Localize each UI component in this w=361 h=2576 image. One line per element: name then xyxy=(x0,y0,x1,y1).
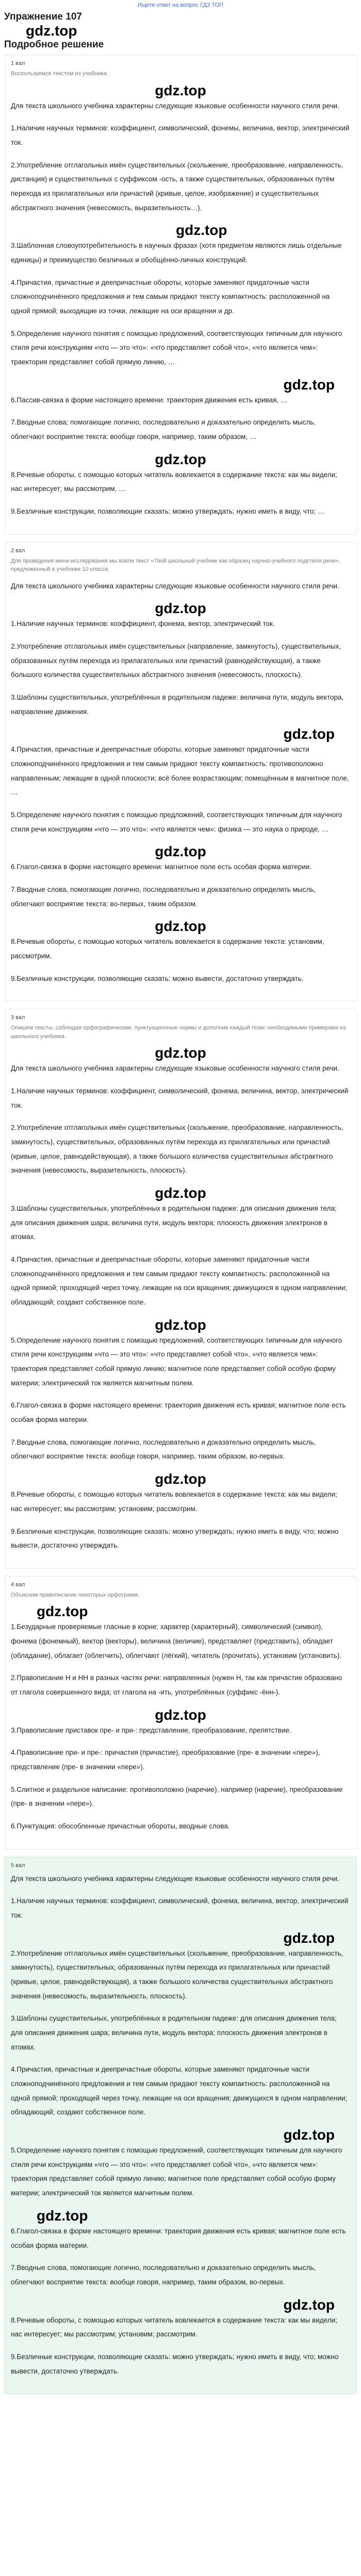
paragraph: 1.Наличие научных терминов: коэффициент, символический, фонема, величина, вектор, электрический ток. xyxy=(11,1897,349,1920)
paragraph: 3.Правописание приставок пре- и при-: представление, преобразование, препятствие. xyxy=(11,1726,291,1734)
watermark: gdz.top xyxy=(37,2207,88,2224)
paragraph: 7.Вводные слова; помогающие логично, последовательно и доказательно определить мысль, облегчают восприятие текста: вообще говоря, например, таким образом, … xyxy=(11,418,316,440)
paragraph: 2.Правописание Н и НН в разных частях речи: направленных (нужен Н, так как причастие образовано от глагола совершенного вида; от глагола на -ить, употреблённых (суффикс -ённ-). xyxy=(11,1674,342,1697)
watermark: gdz.top xyxy=(155,843,206,860)
search-query-link[interactable]: Ищете ответ на вопрос ГДЗ ТОП xyxy=(137,2,224,8)
paragraph: 9.Безличные конструкции, позволяющие сказать: можно утверждать; нужно иметь в виду, что; можно вывести, достаточно утверждать. xyxy=(11,1527,339,1550)
paragraph: 8.Речевые обороты, с помощью которых читатель вовлекается в содержание текста: установим, рассмотрим. xyxy=(11,938,324,960)
paragraph: Для текста школьного учебника характерны следующие языковые особенности научного стиля речи. xyxy=(11,582,339,590)
watermark: gdz.top xyxy=(283,2296,335,2313)
paragraph: 6.Пунктуация: обособленные причастные обороты, вводные слова. xyxy=(11,1822,230,1831)
paragraph: 2.Употребление отглагольных имён существительных (скольжение, преобразование, направленность, дистанция) и существительных с суффиксом -ость, а также существительных, образованных путём перехода из прилагательных или причастий (кривые, целое, изображение) и существительных абстрактного значения (невесомость, выразительность…). xyxy=(11,161,343,212)
paragraph: Для текста школьного учебника характерны следующие языковые особенности научного стиля речи. xyxy=(11,1064,339,1073)
paragraph: 1.Наличие научных терминов: коэффициент, символический, фонема, величина, вектор, электрический ток. xyxy=(11,1087,349,1109)
paragraph: 8.Речевые обороты, с помощью которых читатель вовлекается в содержание текста: как мы видели; нас интересует; мы рассмотрим; установим; рассмотрим. xyxy=(11,1490,337,1513)
paragraph: 5.Определение научного понятия с помощью предложений, соответствующих типичным для научного стиля речи конструкциям «что — это что»: «что представляет собой что», «что является чем»: траектория представляет собой прямую линию; магнитное поле представляет собой особую форму материи; электрический ток является магнитным полем. xyxy=(11,2146,342,2197)
solution-note: Опишем тексты, соблюдая орфографические, пунктуационные нормы и дополнив каждый тезис необходимыми примерами из школьного учебника. xyxy=(11,1025,346,1040)
solution-block-2 xyxy=(4,542,357,1002)
paragraph: 5.Определение научного понятия с помощью предложений, соответствующих типичным для научного стиля речи конструкциям «что — это что»: «что представляет собой что», «что является чем»: траектория представляет собой прямую линию, … xyxy=(11,329,342,366)
paragraph: 2.Употребление отглагольных имён существительных (скольжение, преобразование, направленность, замкнутость), существительных, образованных путём перехода из прилагательных или причастий (кривые, целое, равнодействующая), а также большого количества существительных абстрактного значения (невесомость, выразительность, плоскость). xyxy=(11,1949,343,2000)
paragraph: 4.Причастия, причастные и деепричастные обороты, которые заменяют придаточные части сложноподчинённого предложения и тем самым придают тексту компактность: расположенной на одной прямой; выходящие из точки, лежащие на оси вращения и др. xyxy=(11,278,330,315)
paragraph: 4.Правописание при- и пре-: причастия (причастие), преобразование (пре- в значении «пере»), представление (пре- в значении «пере»). xyxy=(11,1749,320,1771)
paragraph: 9.Безличные конструкции, позволяющие сказать; можно утверждать; нужно иметь в виду, что; … xyxy=(11,507,325,515)
paragraph: 6.Глагол-связка в форме настоящего времени: траектория движения есть кривая; магнитное поле есть особая форма материи. xyxy=(11,2227,346,2249)
watermark: gdz.top xyxy=(37,1603,88,1620)
watermark: gdz.top xyxy=(155,1185,206,1201)
watermark: gdz.top xyxy=(283,1929,335,1946)
paragraph: 4.Причастия, причастные и деепричастные обороты, которые заменяют придаточные части сложноподчинённого предложения и тем самым придают тексту компактность: расположенной на одной прямой; проходящей через точку, лежащие на оси вращения; движущихся в одном направлении; обладающий; создают собственное поле. xyxy=(11,1256,348,1307)
paragraph: 5.Слитное и раздельное написание: противоположно (наречие), например (наречие), преобразование (пре- в значении «пере»). xyxy=(11,1785,343,1808)
solution-label: 3 вал xyxy=(11,1014,25,1021)
paragraph: 3.Шаблоны существительных, употреблённых в родительном падеже: для описания движения тела; для описания движения шара; величина пути, модуль вектора; плоскость движения электронов в атомах. xyxy=(11,2014,337,2051)
paragraph: 1.Безударные проверяемые гласные в корне: характер (характерный), символический (символ), фонема (фонемный), вектор (векторы), величина (величие), представляет (представить), обладает (обладание), облагает (облегчить), облегчают (лёгкий), читатель (прочитать), установим (установить). xyxy=(11,1623,342,1659)
paragraph: 7.Вводные слова, помогающие логично, последовательно и доказательно определить мысль, облегчают восприятие текста: вообще говоря, например, таким образом, во-первых. xyxy=(11,2264,316,2286)
paragraph: 1.Наличие научных терминов: коэффициент, фонема, вектор, электрический ток. xyxy=(11,620,275,628)
solution-label: 1 вал xyxy=(11,60,25,66)
watermark: gdz.top xyxy=(155,82,206,98)
solution-block-5 xyxy=(4,1857,357,2394)
paragraph: 7.Вводные слова, помогающие логично, последовательно и доказательно определить мысль, облегчают восприятие текста: во-первых, таким образом. xyxy=(11,886,316,908)
watermark: gdz.top xyxy=(155,1045,206,1061)
paragraph: 8.Речевые обороты, с помощью которых читатель вовлекается в содержание текста: как мы видели; нас интересует; мы рассмотрим; установим; рассмотрим. xyxy=(11,2316,337,2338)
paragraph: 6.Пассив-связка в форме настоящего времени: траектория движения есть кривая, … xyxy=(11,396,288,404)
paragraph: 2.Употребление отглагольных имён существительных (направление, замкнутость), существительных, образованных путём перехода из прилагательных или причастий (равнодействующая), а также большого количества существительных абстрактного значения (невесомость, плоскость). xyxy=(11,642,341,679)
paragraph: Для текста школьного учебника характерны следующие языковые особенности научного стиля речи. xyxy=(11,101,339,110)
watermark: gdz.top xyxy=(155,451,206,467)
paragraph: 6.Глагол-связка в форме настоящего времени: траектория движения есть кривая; магнитное поле есть особая форма материи. xyxy=(11,1401,346,1424)
paragraph: 8.Речевые обороты, с помощью которых читатель вовлекается в содержание текста: как мы видели; нас интересует; мы рассмотрим, … xyxy=(11,470,337,493)
solution-block-4 xyxy=(4,1576,357,1850)
watermark: gdz.top xyxy=(283,726,335,742)
solution-label: 2 вал xyxy=(11,547,25,554)
watermark: gdz.top xyxy=(176,222,227,239)
watermark: gdz.top xyxy=(283,376,335,393)
paragraph: 1.Наличие научных терминов: коэффициент, символический, фонемы, величина, вектор, электрический ток. xyxy=(11,124,350,146)
solution-note: Воспользуемся текстом из учебника. xyxy=(11,71,108,77)
solution-block-1 xyxy=(4,55,357,535)
paragraph: 9.Безличные конструкции, позволяющие сказать: можно вывести, достаточно утверждать. xyxy=(11,974,304,982)
exercise-title: Упражнение 107 xyxy=(4,11,82,22)
paragraph: 3.Шаблонная словоупотребительность в научных фразах (хотя предметом являются лишь отдельные единицы) и преимущество безличных и обобщённо-личных конструкций. xyxy=(11,242,342,264)
paragraph: 5.Определение научного понятия с помощью предложений, соответствующих типичным для научного стиля речи конструкциям «что — это что»: «что представляет собой что», «что является чем»: траектория представляет собой прямую линию; магнитное поле представляет собой особую форму материи; электрический ток является магнитным полем. xyxy=(11,1336,342,1387)
paragraph: 6.Глагол-связка в форме настоящего времени: магнитное поле есть особая форма материи. xyxy=(11,863,312,871)
watermark: gdz.top xyxy=(155,600,206,617)
solution-label: 4 вал xyxy=(11,1581,25,1588)
watermark: gdz.top xyxy=(26,23,77,39)
watermark: gdz.top xyxy=(155,1471,206,1487)
paragraph: 9.Безличные конструкции, позволяющие сказать: можно утверждать; нужно иметь в виду, что; можно вывести, достаточно утверждать. xyxy=(11,2352,339,2375)
paragraph: 4.Причастия, причастные и деепричастные обороты, которые заменяют придаточные части сложноподчинённого предложения и тем самым придают тексту компактность: расположенной на одной прямой; проходящей через точку, лежащие на оси вращения; движущихся в одном направлении; обладающий; создают собственное поле. xyxy=(11,2065,348,2116)
paragraph: 5.Определение научного понятия с помощью предложений, соответствующих типичным для научного стиля речи конструкциям «что — это что»: «что является чем»: физика — это наука о природе, … xyxy=(11,811,342,833)
paragraph: Для текста школьного учебника характерны следующие языковые особенности научного стиля речи. xyxy=(11,1874,339,1883)
paragraph: 3.Шаблоны существительных, употреблённых в родительном падеже: величина пути, модуль вектора, направление движения. xyxy=(11,693,344,716)
paragraph: 4.Причастия, причастные и деепричастные обороты, которые заменяют придаточные части сложноподчинённого предложения и тем самым придают тексту компактность: противоположно направленным; лежащие в одной плоскости; всё более возрастающим; помещённым в магнитное поле, … xyxy=(11,745,349,796)
watermark: gdz.top xyxy=(283,2127,335,2143)
paragraph: 7.Вводные слова, помогающие логично, последовательно и доказательно определить мысль, облегчают восприятие текста: вообще говоря, например, таким образом, во-первых. xyxy=(11,1438,316,1461)
solution-note: Объясним правописание некоторых орфограмм. xyxy=(11,1591,140,1598)
paragraph: 3.Шаблоны существительных, употреблённых в родительном падеже: для описания движения тела; для описания движения шара; величина пути, модуль вектора; плоскость движения электронов в атомах. xyxy=(11,1205,337,1241)
watermark: gdz.top xyxy=(155,918,206,935)
solution-title: Подробное решение xyxy=(4,39,104,50)
paragraph: 2.Употребление отглагольных имён существительных (скольжение, преобразование, направленность, замкнутость), существительных, образованных путём перехода из прилагательных или причастий (кривые, целое, равнодействующая), а также большого количества существительных абстрактного значения (невесомость, выразительность, плоскость). xyxy=(11,1124,343,1175)
watermark: gdz.top xyxy=(155,1706,206,1723)
solution-label: 5 вал xyxy=(11,1862,25,1869)
solution-block-3 xyxy=(4,1009,357,1568)
solution-note: Для проведения мини-исследования мы взяли текст «Твой школьный учебник как образец научно-учебного подстиля речи», предложенный в учебнике 10 класса. xyxy=(11,557,340,573)
watermark: gdz.top xyxy=(155,1316,206,1333)
